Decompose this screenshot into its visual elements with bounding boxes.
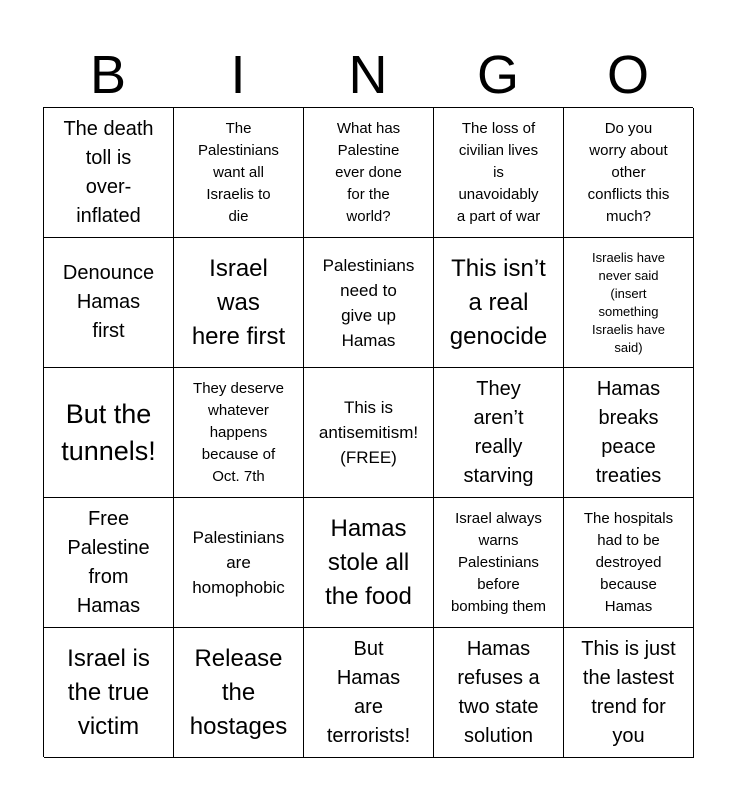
bingo-cell[interactable] (434, 368, 564, 498)
cell-text: The Palestinians want all Israelis to die (198, 119, 279, 225)
bingo-cell[interactable] (174, 498, 304, 628)
bingo-cell[interactable] (174, 368, 304, 498)
cell-text: Release the hostages (189, 644, 288, 740)
cell-text: This is antisemitism! (FREE) (318, 398, 419, 467)
bingo-cell[interactable] (44, 108, 174, 238)
cell-text: What has Palestine ever done for the world? (335, 119, 402, 225)
bingo-cell[interactable] (304, 498, 434, 628)
cell-text: Palestinians are homophobic (192, 528, 285, 597)
cell-text: The death toll is over- inflated (63, 117, 154, 227)
free-space-cell[interactable] (304, 368, 434, 498)
cell-text: Israel was here first (191, 254, 286, 350)
bingo-cell[interactable] (304, 628, 434, 758)
cell-text: Denounce Hamas first (62, 262, 155, 342)
cell-text: The loss of civilian lives is unavoidably a part of war (456, 119, 541, 225)
bingo-cell[interactable] (174, 238, 304, 368)
header-letter-o: O (606, 45, 649, 105)
cell-text: But the tunnels! (61, 398, 156, 466)
bingo-cell[interactable] (564, 238, 694, 368)
bingo-cell[interactable] (44, 238, 174, 368)
bingo-cell[interactable] (434, 238, 564, 368)
cell-text: Palestinians need to give up Hamas (322, 255, 415, 350)
header-letter-n: N (348, 45, 388, 105)
bingo-cell[interactable] (564, 628, 694, 758)
cell-text: Free Palestine from Hamas (67, 507, 150, 617)
cell-text: But Hamas are terrorists! (326, 637, 411, 747)
bingo-cell[interactable] (434, 498, 564, 628)
header-letter-i: I (230, 45, 246, 105)
header-letter-b: B (89, 45, 127, 105)
header-letter-g: G (476, 45, 519, 105)
bingo-cell[interactable] (434, 628, 564, 758)
cell-text: This is just the lastest trend for you (581, 637, 676, 747)
bingo-board (43, 107, 693, 757)
bingo-cell[interactable] (44, 368, 174, 498)
cell-text: Israelis have never said (insert something Israelis have said) (592, 249, 665, 355)
cell-text: Israel is the true victim (67, 644, 150, 740)
bingo-cell[interactable] (304, 108, 434, 238)
cell-text: Do you worry about other conflicts this much? (587, 119, 670, 225)
cell-text: Israel always warns Palestinians before bombing them (450, 509, 547, 615)
bingo-cell[interactable] (44, 628, 174, 758)
bingo-cell[interactable] (174, 108, 304, 238)
bingo-cell[interactable] (564, 368, 694, 498)
bingo-cell[interactable] (564, 498, 694, 628)
cell-text: Hamas breaks peace treaties (595, 377, 662, 487)
bingo-cell[interactable] (304, 238, 434, 368)
bingo-cell[interactable] (174, 628, 304, 758)
bingo-cell[interactable] (434, 108, 564, 238)
cell-text: They aren’t really starving (463, 377, 534, 487)
cell-text: Hamas stole all the food (325, 514, 412, 610)
bingo-header (43, 44, 693, 106)
cell-text: This isn’t a real genocide (449, 254, 548, 350)
cell-text: They deserve whatever happens because of Oct. 7th (193, 379, 284, 485)
bingo-cell[interactable] (564, 108, 694, 238)
bingo-cell[interactable] (44, 498, 174, 628)
cell-text: Hamas refuses a two state solution (457, 637, 540, 747)
cell-text: The hospitals had to be destroyed because Hamas (583, 509, 674, 615)
